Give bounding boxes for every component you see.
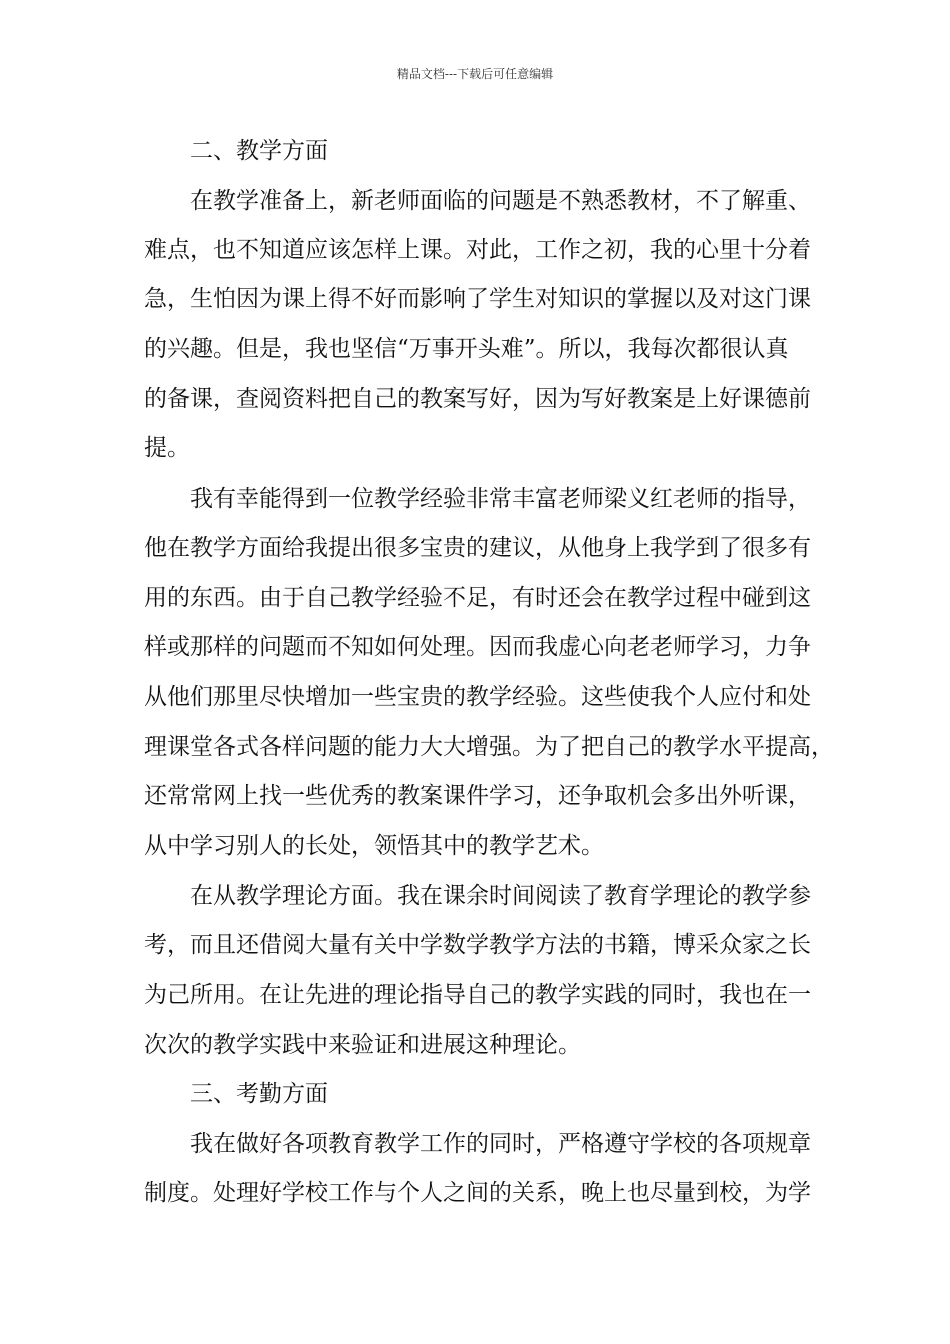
text-line: 在教学准备上，新老师面临的问题是不熟悉教材，不了解重、 [190, 188, 811, 214]
text-line: 我有幸能得到一位教学经验非常丰富老师梁义红老师的指导， [190, 486, 811, 512]
text-line: 样或那样的问题而不知如何处理。因而我虚心向老老师学习，力争 [144, 634, 811, 660]
text-line: 的兴趣。但是，我也坚信“万事开头难”。所以，我每次都很认真 [144, 336, 789, 362]
text-line: 他在教学方面给我提出很多宝贵的建议，从他身上我学到了很多有 [144, 535, 811, 561]
text-line: 制度。处理好学校工作与个人之间的关系，晚上也尽量到校，为学 [144, 1180, 811, 1206]
text-line: 还常常网上找一些优秀的教案课件学习，还争取机会多出外听课， [144, 783, 811, 809]
text-line: 考，而且还借阅大量有关中学数学教学方法的书籍，博采众家之长 [144, 932, 811, 958]
text-line: 为己所用。在让先进的理论指导自己的教学实践的同时，我也在一 [144, 982, 811, 1008]
page-header: 精品文档---下载后可任意编辑 [396, 67, 554, 81]
text-line: 用的东西。由于自己教学经验不足，有时还会在教学过程中碰到这 [144, 585, 811, 611]
text-line: 理课堂各式各样问题的能力大大增强。为了把自己的教学水平提高， [144, 734, 834, 760]
text-line: 提。 [144, 435, 190, 461]
section-heading-teaching: 二、教学方面 [190, 138, 328, 164]
text-line: 难点，也不知道应该怎样上课。对此，工作之初，我的心里十分着 [144, 237, 811, 263]
section-heading-attendance: 三、考勤方面 [190, 1081, 328, 1107]
text-line: 急，生怕因为课上得不好而影响了学生对知识的掌握以及对这门课 [144, 286, 811, 312]
text-line: 次次的教学实践中来验证和进展这种理论。 [144, 1032, 581, 1058]
text-line: 从中学习别人的长处，领悟其中的教学艺术。 [144, 833, 604, 859]
text-line: 的备课，查阅资料把自己的教案写好，因为写好教案是上好课德前 [144, 386, 811, 412]
text-line: 从他们那里尽快增加一些宝贵的教学经验。这些使我个人应付和处 [144, 684, 811, 710]
text-line: 我在做好各项教育教学工作的同时，严格遵守学校的各项规章 [190, 1131, 811, 1157]
text-line: 在从教学理论方面。我在课余时间阅读了教育学理论的教学参 [190, 883, 811, 909]
